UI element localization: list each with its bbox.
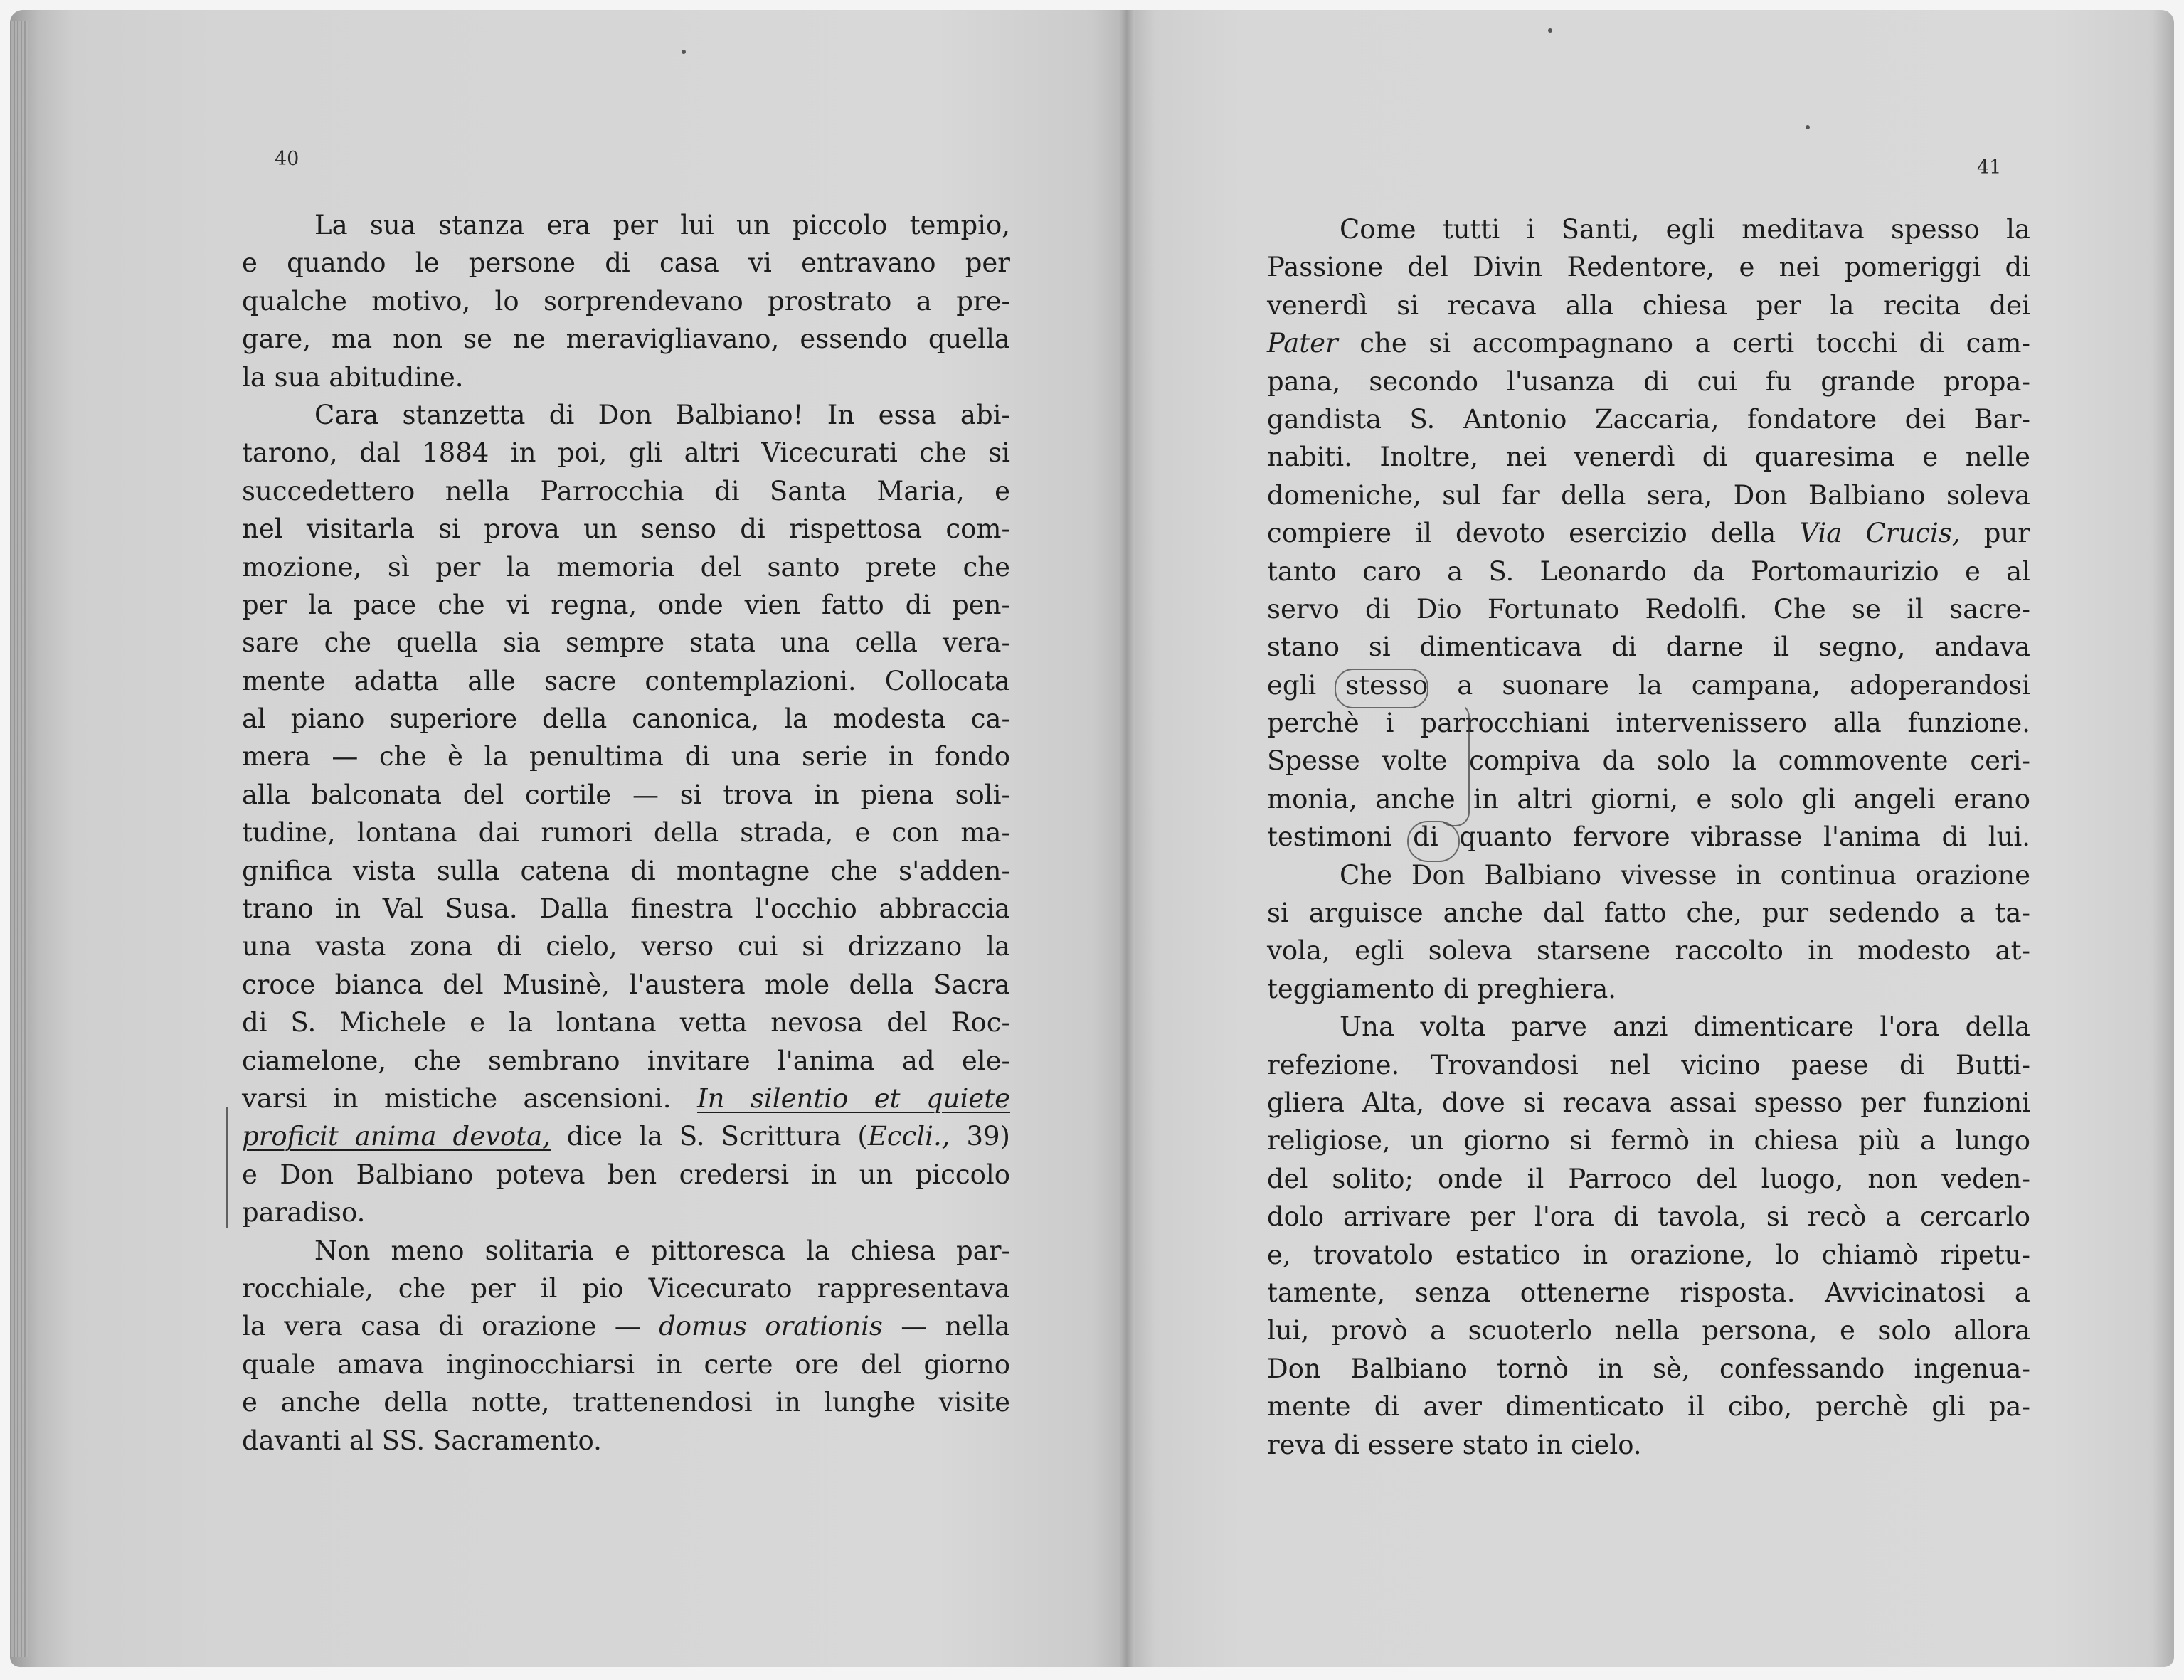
text-span: che si accompagnano a certi tocchi di cam- xyxy=(1337,328,2030,359)
text-line: perchè i parrocchiani intervenissero alla funzione. xyxy=(1267,708,2030,739)
text-line: e anche della notte, trattenendosi in lunghe visite xyxy=(242,1387,1010,1418)
text-line: rocchiale, che per il pio Vicecurato rappresentava xyxy=(242,1272,1010,1304)
text-line: Che Don Balbiano vivesse in continua orazione xyxy=(1340,859,2030,890)
ink-speck xyxy=(682,50,686,54)
text-line: alla balconata del cortile — si trova in piena soli- xyxy=(242,779,1010,810)
text-line: di S. Michele e la lontana vetta nevosa del Roc- xyxy=(242,1007,1010,1038)
text-line: Non meno solitaria e pittoresca la chiesa par- xyxy=(314,1235,1010,1266)
text-line: mera — che è la penultima di una serie in fondo xyxy=(242,741,1010,772)
text-line: davanti al SS. Sacramento. xyxy=(242,1425,602,1456)
text-line xyxy=(1267,514,2030,552)
text-line: croce bianca del Musinè, l'austera mole della Sacra xyxy=(242,969,1010,1000)
latin-phrase: domus orationis xyxy=(659,1311,883,1342)
text-line: vola, egli soleva starsene raccolto in modesto at- xyxy=(1267,935,2030,967)
text-line: reva di essere stato in cielo. xyxy=(1267,1429,1642,1460)
text-line: domeniche, sul far della sera, Don Balbiano soleva xyxy=(1267,479,2030,511)
text-line: Cara stanzetta di Don Balbiano! In essa abi- xyxy=(314,399,1010,430)
book-gutter xyxy=(1120,10,1135,1667)
text-line: tudine, lontana dai rumori della strada, e con ma- xyxy=(242,817,1010,849)
page-number-right: 41 xyxy=(1977,156,2002,179)
text-span: dice la S. Scrittura ( xyxy=(550,1121,868,1152)
text-line: Spesse volte compiva da solo la commovente ceri- xyxy=(1267,745,2030,777)
text-line: si arguisce anche dal fatto che, pur sedendo a ta- xyxy=(1267,898,2030,929)
text-line: venerdì si recava alla chiesa per la recita dei xyxy=(1267,289,2030,321)
text-line: per la pace che vi regna, onde vien fatto di pen- xyxy=(242,589,1010,620)
ink-speck xyxy=(1548,28,1552,33)
page-number-left: 40 xyxy=(275,148,299,170)
text-line: Don Balbiano tornò in sè, confessando ingenua- xyxy=(1267,1353,2030,1384)
text-line: Passione del Divin Redentore, e nei pomeriggi di xyxy=(1267,252,2030,283)
text-line: tanto caro a S. Leonardo da Portomaurizio e al xyxy=(1267,555,2030,587)
text-line: nel visitarla si prova un senso di rispettosa com- xyxy=(242,514,1010,545)
text-line: pana, secondo l'usanza di cui fu grande propa- xyxy=(1267,366,2030,397)
ink-speck xyxy=(1806,125,1810,129)
text-line: quale amava inginocchiarsi in certe ore del giorno xyxy=(242,1349,1010,1380)
text-line: la sua abitudine. xyxy=(242,361,464,393)
text-line: lui, provò a scuoterlo nella persona, e solo allora xyxy=(1267,1315,2030,1346)
text-line: testimoni di quanto fervore vibrasse l'anima di lui. xyxy=(1267,822,2030,853)
page-edges xyxy=(10,21,28,1657)
text-line: Una volta parve anzi dimenticare l'ora della xyxy=(1340,1011,2030,1043)
text-line: tamente, senza ottenerne risposta. Avvicinatosi a xyxy=(1267,1277,2030,1308)
text-line: e quando le persone di casa vi entravano per xyxy=(242,248,1010,279)
latin-quote: In silentio et quiete xyxy=(697,1083,1010,1114)
text-line: teggiamento di preghiera. xyxy=(1267,973,1617,1004)
text-line: e Don Balbiano poteva ben credersi in un piccolo xyxy=(242,1159,1010,1190)
text-line: qualche motivo, lo sorprendevano prostrato a pre- xyxy=(242,285,1010,317)
text-line xyxy=(242,1080,1010,1117)
text-line: Come tutti i Santi, egli meditava spesso la xyxy=(1340,214,2030,245)
pencil-margin-mark xyxy=(226,1107,228,1228)
text-line: tarono, dal 1884 in poi, gli altri Vicecurati che si xyxy=(242,437,1010,469)
text-span: — nella xyxy=(882,1311,1010,1342)
text-line: dolo arrivare per l'ora di tavola, si recò a cercarlo xyxy=(1267,1201,2030,1233)
right-page-text xyxy=(1267,211,2030,1464)
text-line: La sua stanza era per lui un piccolo tempio, xyxy=(314,210,1010,240)
text-line: monia, anche in altri giorni, e solo gli angeli erano xyxy=(1267,783,2030,814)
text-line: stano si dimenticava di darne il segno, andava xyxy=(1267,632,2030,663)
text-line: gare, ma non se ne meravigliavano, essendo quella xyxy=(242,324,1010,355)
citation: Eccli., xyxy=(867,1121,950,1152)
text-line: gnifica vista sulla catena di montagne che s'adden- xyxy=(242,855,1010,886)
text-line: nabiti. Inoltre, nei venerdì di quaresima e nelle xyxy=(1267,442,2030,473)
text-line: una vasta zona di cielo, verso cui si drizzano la xyxy=(242,931,1010,962)
text-line xyxy=(242,1307,1010,1345)
text-line: sare che quella sia sempre stata una cella vera- xyxy=(242,627,1010,659)
text-line: paradiso. xyxy=(242,1197,366,1228)
text-span: varsi in mistiche ascensioni. xyxy=(242,1083,698,1114)
text-line: al piano superiore della canonica, la modesta ca- xyxy=(242,703,1010,735)
text-line: mozione, sì per la memoria del santo prete che xyxy=(242,551,1010,583)
text-line: mente adatta alle sacre contemplazioni. Collocata xyxy=(242,665,1010,696)
pencil-circle-mark xyxy=(1407,821,1460,862)
pencil-circle-mark xyxy=(1335,669,1428,708)
text-line: gliera Alta, dove si recava assai spesso per funzioni xyxy=(1267,1087,2030,1118)
text-span: la vera casa di orazione — xyxy=(242,1311,659,1342)
latin-phrase: Via Crucis, xyxy=(1799,518,1961,549)
text-span: compiere il devoto esercizio della xyxy=(1267,518,1800,549)
text-line xyxy=(1267,324,2030,362)
pencil-stroke-mark xyxy=(1438,703,1470,826)
latin-quote: proficit anima devota, xyxy=(242,1121,551,1152)
text-line: servo di Dio Fortunato Redolfi. Che se il sacre- xyxy=(1267,593,2030,624)
left-page-text xyxy=(242,206,1010,1460)
text-line: refezione. Trovandosi nel vicino paese di Butti- xyxy=(1267,1049,2030,1080)
text-line: egli stesso a suonare la campana, adoperandosi xyxy=(1267,669,2030,701)
text-span: pur xyxy=(1960,518,2030,549)
text-line: religiose, un giorno si fermò in chiesa più a lungo xyxy=(1267,1125,2030,1157)
text-line: mente di aver dimenticato il cibo, perchè gli pa- xyxy=(1267,1391,2030,1423)
text-line: gandista S. Antonio Zaccaria, fondatore dei Bar- xyxy=(1267,403,2030,435)
text-line xyxy=(242,1117,1010,1155)
text-line: e, trovatolo estatico in orazione, lo chiamò ripetu- xyxy=(1267,1239,2030,1270)
latin-word: Pater xyxy=(1267,328,1338,359)
text-span: 39) xyxy=(950,1121,1010,1152)
text-line: trano in Val Susa. Dalla finestra l'occhio abbraccia xyxy=(242,893,1010,925)
text-line: succedettero nella Parrocchia di Santa Maria, e xyxy=(242,475,1010,506)
text-line: del solito; onde il Parroco del luogo, non veden- xyxy=(1267,1163,2030,1194)
text-line: ciamelone, che sembrano invitare l'anima ad ele- xyxy=(242,1045,1010,1076)
